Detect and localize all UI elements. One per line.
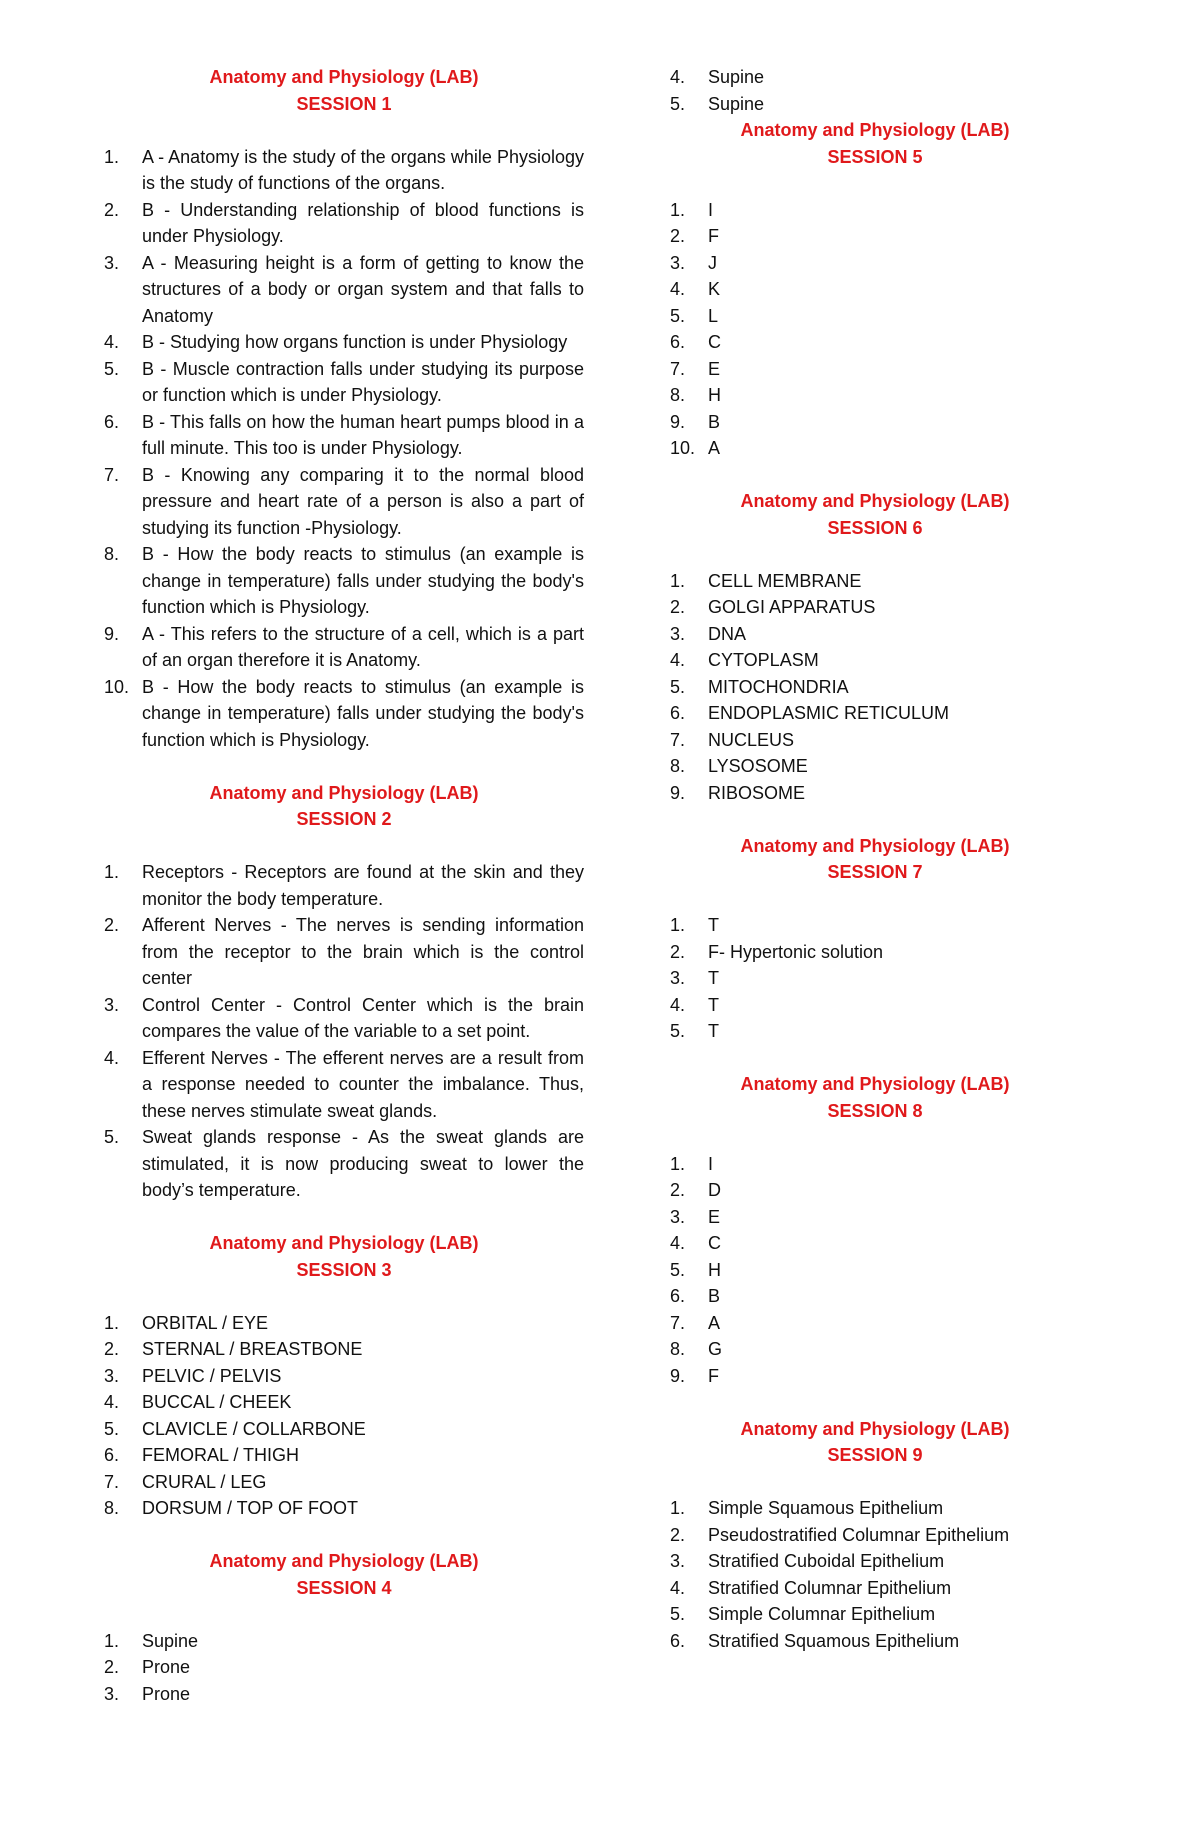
item-number: 4. [104,1047,120,1068]
item-text: Stratified Squamous Epithelium [708,1630,960,1651]
list-item [104,1654,584,1681]
list-item [104,144,584,197]
item-text: T [708,915,719,935]
item-text: C [708,332,721,352]
list-item [104,1336,584,1363]
item-text: DNA [708,623,747,644]
answer-list [670,1151,1080,1390]
item-number: 5. [670,1604,686,1624]
session-label: SESSION 9 [827,1445,923,1465]
item-number: 8. [670,385,686,405]
list-item [104,1442,584,1469]
answer-list [104,1628,584,1708]
item-text: B - Knowing any comparing it to the normal blood pressure and heart rate of a person is also a part of studying its function -Physiology. [142,464,584,538]
session-label: SESSION 7 [827,862,923,882]
item-text: Stratified Cuboidal Epithelium [708,1551,945,1571]
item-text: FEMORAL / THIGH [142,1445,300,1465]
item-number: 9. [104,623,120,644]
item-number: 5. [104,1127,120,1147]
item-number: 2. [670,1524,686,1545]
list-item [670,1575,1080,1602]
list-item [104,462,584,542]
list-item [670,1018,1080,1045]
item-number: 1. [670,1498,686,1518]
list-item [670,1628,1080,1655]
section-title: Anatomy and Physiology (LAB) [209,67,479,87]
item-text: RIBOSOME [708,782,806,803]
item-text: GOLGI APPARATUS [708,597,876,617]
list-item [670,939,1080,966]
list-item [670,1310,1080,1337]
section-title: Anatomy and Physiology (LAB) [740,1418,1010,1439]
session-label: SESSION 4 [296,1577,392,1598]
item-number: 2. [104,915,120,935]
item-text: B - Studying how organs function is under Physiology [142,332,568,352]
list-item [670,780,1080,807]
item-number: 3. [104,1683,120,1704]
item-number: 2. [670,597,686,617]
list-item [670,303,1080,330]
list-item [104,329,584,356]
list-item [670,1151,1080,1178]
list-item [670,1495,1080,1522]
item-number: 6. [670,332,686,352]
item-text: E [708,1206,721,1227]
item-number: 2. [104,1657,120,1677]
item-number: 6. [104,1445,120,1465]
section-session-6 [670,488,1080,806]
continued-answer-list [670,64,1080,117]
item-text: Receptors - Receptors are found at the skin and they monitor the body temperature. [142,862,584,909]
item-number: 3. [104,994,120,1015]
item-number: 3. [670,252,686,273]
list-item [670,409,1080,436]
item-text: Prone [142,1683,191,1704]
item-number: 6. [670,703,686,723]
session-label: SESSION 3 [296,1259,392,1280]
item-number: 10. [670,438,696,458]
right-column [670,64,1080,1654]
item-number: 6. [670,1286,686,1306]
item-number: 8. [670,756,686,776]
item-number: 5. [104,358,120,379]
list-item [670,1283,1080,1310]
list-item [104,1389,584,1416]
list-item [670,329,1080,356]
list-item [670,992,1080,1019]
list-item [670,1257,1080,1284]
item-text: MITOCHONDRIA [708,676,849,697]
section-session-8 [670,1071,1080,1389]
item-text: Pseudostratified Columnar Epithelium [708,1524,1010,1545]
item-text: STERNAL / BREASTBONE [142,1339,363,1359]
item-text: Sweat glands response - As the sweat glands are stimulated, it is now producing sweat to lower the body’s temperature. [142,1127,584,1200]
list-item [104,1495,584,1522]
item-number: 1. [670,570,686,591]
item-text: CLAVICLE / COLLARBONE [142,1418,366,1439]
section-title: Anatomy and Physiology (LAB) [209,782,479,803]
section-title: Anatomy and Physiology (LAB) [209,1551,479,1571]
item-text: Supine [708,93,765,114]
item-text: ENDOPLASMIC RETICULUM [708,703,950,723]
list-item [104,621,584,674]
list-item [670,250,1080,277]
list-item [670,1230,1080,1257]
list-item [670,727,1080,754]
section-session-1 [104,64,584,753]
list-item [104,1681,584,1708]
answer-list [670,197,1080,462]
item-number: 7. [670,729,686,750]
session-label: SESSION 8 [827,1100,923,1121]
list-item [104,1363,584,1390]
item-text: K [708,279,721,299]
item-text: BUCCAL / CHEEK [142,1392,292,1412]
list-item [670,912,1080,939]
list-item [104,859,584,912]
item-text: H [708,1259,721,1280]
answer-list [670,568,1080,807]
item-text: L [708,305,719,326]
list-item [670,91,1080,118]
section-session-2 [104,780,584,1204]
item-text: D [708,1180,721,1200]
list-item [670,1601,1080,1628]
section-heading [104,64,584,117]
list-item [670,276,1080,303]
item-number: 10. [104,676,130,697]
list-item [670,621,1080,648]
item-number: 5. [670,1021,686,1041]
item-number: 2. [104,199,120,220]
list-item [104,674,584,754]
answer-list [670,1495,1080,1654]
item-text: CRURAL / LEG [142,1471,267,1492]
item-text: A - Measuring height is a form of getting to know the structures of a body or organ system and that falls to Anatomy [142,252,584,326]
answer-list [104,1310,584,1522]
item-text: A [708,438,721,458]
list-item [670,382,1080,409]
item-text: B - This falls on how the human heart pumps blood in a full minute. This too is under Physiology. [142,411,584,458]
item-number: 4. [104,1392,120,1412]
item-number: 7. [104,1471,120,1492]
item-number: 3. [670,968,686,988]
session-label: SESSION 1 [296,93,392,114]
item-number: 8. [670,1339,686,1359]
section-heading [670,488,1080,541]
section-heading [670,117,1080,170]
item-text: LYSOSOME [708,756,808,776]
list-item [670,568,1080,595]
list-item [670,965,1080,992]
item-text: B - Muscle contraction falls under studying its purpose or function which is under Physiology. [142,358,584,405]
list-item [104,912,584,992]
item-text: T [708,994,719,1015]
session-label: SESSION 6 [827,517,923,538]
list-item [104,197,584,250]
item-number: 3. [670,623,686,644]
list-item [104,1045,584,1125]
section-session-9 [670,1416,1080,1655]
item-text: A [708,1312,721,1333]
item-number: 1. [104,1630,120,1651]
list-item [104,1310,584,1337]
session-label: SESSION 5 [827,146,923,167]
item-text: B [708,1286,721,1306]
list-item [104,356,584,409]
item-number: 6. [670,1630,686,1651]
answer-list [670,912,1080,1045]
list-item [104,250,584,330]
item-text: DORSUM / TOP OF FOOT [142,1498,359,1518]
item-number: 3. [670,1206,686,1227]
item-text: A - Anatomy is the study of the organs while Physiology is the study of functions of the organs. [142,146,584,193]
item-text: B [708,411,721,432]
list-item [670,674,1080,701]
item-text: Supine [708,67,765,87]
list-item [104,1416,584,1443]
list-item [104,1628,584,1655]
item-text: F [708,1365,719,1386]
item-number: 1. [670,199,686,220]
item-text: Supine [142,1630,199,1651]
list-item [670,647,1080,674]
item-text: Prone [142,1657,191,1677]
list-item [670,197,1080,224]
item-number: 3. [104,1365,120,1386]
item-text: B - How the body reacts to stimulus (an example is change in temperature) falls under studying the body's function which is Physiology. [142,544,584,617]
answer-list [104,859,584,1204]
item-text: G [708,1339,723,1359]
item-number: 4. [670,994,686,1015]
item-number: 4. [670,1233,686,1253]
item-number: 2. [670,1180,686,1200]
item-number: 4. [670,1577,686,1598]
item-number: 1. [670,915,686,935]
item-number: 7. [104,464,120,485]
item-number: 7. [670,1312,686,1333]
list-item [670,753,1080,780]
list-item [670,1204,1080,1231]
item-text: PELVIC / PELVIS [142,1365,282,1386]
item-text: A - This refers to the structure of a cell, which is a part of an organ therefore it is Anatomy. [142,623,584,670]
item-text: Control Center - Control Center which is the brain compares the value of the variable to a set point. [142,994,584,1041]
list-item [670,435,1080,462]
answer-list [104,144,584,754]
item-text: B - How the body reacts to stimulus (an example is change in temperature) falls under studying the body's function which is Physiology. [142,676,584,750]
item-text: Efferent Nerves - The efferent nerves are a result from a response needed to counter the imbalance. Thus, these nerves stimulate sweat glands. [142,1047,584,1121]
item-text: E [708,358,721,379]
item-text: T [708,1021,719,1041]
item-text: C [708,1233,721,1253]
item-number: 3. [670,1551,686,1571]
item-number: 1. [104,1312,120,1333]
item-text: T [708,968,719,988]
item-number: 9. [670,1365,686,1386]
item-text: CYTOPLASM [708,650,819,670]
item-text: ORBITAL / EYE [142,1312,269,1333]
list-item [670,1363,1080,1390]
item-number: 5. [670,305,686,326]
item-number: 4. [104,332,120,352]
list-item [670,223,1080,250]
list-item [670,1522,1080,1549]
section-heading [104,1230,584,1283]
item-number: 2. [670,226,686,246]
list-item [104,541,584,621]
item-text: I [708,1153,714,1174]
item-text: H [708,385,721,405]
item-text: B - Understanding relationship of blood functions is under Physiology. [142,199,584,246]
item-number: 4. [670,279,686,299]
section-heading [670,1416,1080,1469]
list-item [670,594,1080,621]
section-session-4 [104,1548,584,1707]
session-label: SESSION 2 [296,809,392,829]
item-number: 4. [670,650,686,670]
item-text: F- Hypertonic solution [708,941,884,962]
item-text: NUCLEUS [708,729,795,750]
item-number: 2. [104,1339,120,1359]
item-text: Simple Squamous Epithelium [708,1498,944,1518]
section-session-7 [670,833,1080,1045]
item-number: 3. [104,252,120,273]
item-text: Simple Columnar Epithelium [708,1604,936,1624]
section-title: Anatomy and Physiology (LAB) [740,491,1010,511]
item-number: 6. [104,411,120,432]
item-text: Afferent Nerves - The nerves is sending information from the receptor to the brain which is the control center [142,915,584,988]
section-session-5 [670,117,1080,462]
item-text: J [708,252,717,273]
list-item [104,992,584,1045]
list-item [104,1124,584,1204]
item-number: 5. [670,676,686,697]
left-column [104,64,584,1707]
section-title: Anatomy and Physiology (LAB) [740,1074,1010,1094]
section-title: Anatomy and Physiology (LAB) [740,120,1010,140]
section-session-3 [104,1230,584,1522]
item-text: Stratified Columnar Epithelium [708,1577,952,1598]
section-heading [104,1548,584,1601]
item-number: 1. [670,1153,686,1174]
section-heading [104,780,584,833]
item-number: 2. [670,941,686,962]
item-number: 5. [104,1418,120,1439]
section-heading [670,833,1080,886]
item-number: 1. [104,862,120,882]
list-item [670,1177,1080,1204]
item-number: 9. [670,782,686,803]
item-number: 4. [670,67,686,87]
item-text: F [708,226,719,246]
item-number: 8. [104,544,120,564]
list-item [670,1548,1080,1575]
list-item [670,64,1080,91]
list-item [104,409,584,462]
section-heading [670,1071,1080,1124]
item-number: 1. [104,146,120,167]
item-number: 5. [670,1259,686,1280]
section-title: Anatomy and Physiology (LAB) [740,835,1010,856]
item-number: 8. [104,1498,120,1518]
item-text: I [708,199,714,220]
list-item [104,1469,584,1496]
list-item [670,700,1080,727]
item-number: 7. [670,358,686,379]
list-item [670,356,1080,383]
section-title: Anatomy and Physiology (LAB) [209,1233,479,1253]
item-number: 5. [670,93,686,114]
item-number: 9. [670,411,686,432]
item-text: CELL MEMBRANE [708,570,862,591]
list-item [670,1336,1080,1363]
